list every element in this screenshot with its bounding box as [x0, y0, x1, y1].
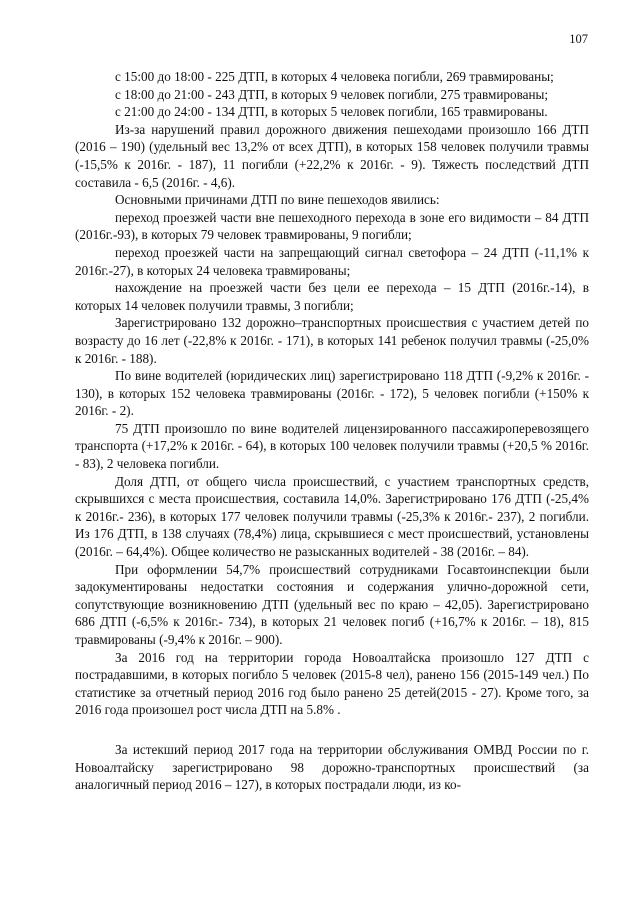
paragraph-legal-entity-drivers: По вине водителей (юридических лиц) зарегистрировано 118 ДТП (-9,2% к 2016г. - 130), в которых 152 человека травмированы (2016г. - 172), 5 человек погибли (+150% к 2016г. - 2). — [75, 368, 589, 419]
paragraph-hit-and-run: Доля ДТП, от общего числа происшествий, с участием транспортных средств, скрывшихся с места происшествия, составила 14,0%. Зарегистрировано 176 ДТП (-25,4% к 2016г.- 236), в которых 177 человек получили травмы (-25,3% к 2016г.- 237), 2 погибли. Из 176 ДТП, в 138 случаях (78,4%) лица, скрывшиеся с мест происшествий, установлены (2016г. – 64,4%). Общее количество не разысканных водителей - 38 (2016г. – 84). — [75, 473, 589, 560]
body-text — [75, 68, 589, 794]
paragraph-cause-red-signal: переход проезжей части на запрещающий сигнал светофора – 24 ДТП (-11,1% к 2016г.-27), в которых 24 человека травмированы; — [75, 244, 589, 278]
paragraph-gap — [75, 719, 589, 741]
page-number: 107 — [569, 32, 588, 46]
paragraph-main-causes-heading: Основными причинами ДТП по вине пешеходов явились: — [115, 192, 440, 208]
paragraph-pedestrian-violations: Из-за нарушений правил дорожного движения пешеходами произошло 166 ДТП (2016 – 190) (удельный вес 13,2% от всех ДТП), в которых 158 человек получили травмы (-15,5% к 2016г. - 187), 11 погибли (+22,2% к 2016г. - 9). Тяжесть последствий ДТП составила - 6,5 (2016г. - 4,6). — [75, 121, 589, 190]
paragraph-2017-period: За истекший период 2017 года на территории обслуживания ОМВД России по г. Новоалтайску зарегистрировано 98 дорожно-транспортных происшествий (за аналогичный период 2016 – 127), в которых пострадали люди, из ко- — [75, 741, 589, 793]
paragraph-time-18-21: с 18:00 до 21:00 - 243 ДТП, в которых 9 человек погибли, 275 травмированы; — [115, 86, 549, 102]
paragraph-time-15-18: с 15:00 до 18:00 - 225 ДТП, в которых 4 человека погибли, 269 травмированы; — [115, 69, 554, 84]
paragraph-road-defects: При оформлении 54,7% происшествий сотрудниками Госавтоинспекции были задокументированы недостатки состояния и содержания улично-дорожной сети, сопутствующие возникновению ДТП (удельный вес по краю – 42,05). Зарегистрировано 686 ДТП (-6,5% к 2016г.- 734), в которых 21 человек погиб (+16,7% к 2016г. – 18), 815 травмированы (-9,4% к 2016г. – 900). — [75, 561, 589, 647]
paragraph-time-21-24: с 21:00 до 24:00 - 134 ДТП, в которых 5 человек погибли, 165 травмированы. — [115, 104, 548, 120]
paragraph-novoaltaysk-2016: За 2016 год на территории города Новоалтайска произошло 127 ДТП с пострадавшими, в которых погибло 5 человек (2015-8 чел), ранено 156 (2015-149 чел.) По статистике за отчетный период 2016 год было ранено 25 детей(2015 - 27). Кроме того, за 2016 года произошел рост числа ДТП на 5.8% . — [75, 649, 589, 718]
paragraph-cause-on-roadway: нахождение на проезжей части без цели ее перехода – 15 ДТП (2016г.-14), в которых 14 человек получили травмы, 3 погибли; — [75, 280, 589, 313]
paragraph-children: Зарегистрировано 132 дорожно–транспортных происшествия с участием детей по возрасту до 16 лет (-22,8% к 2016г. - 171), в которых 141 ребенок получил травмы (-25,0% к 2016г. - 188). — [75, 315, 589, 366]
paragraph-licensed-transport: 75 ДТП произошло по вине водителей лицензированного пассажироперевозящего транспорта (+17,2% к 2016г. - 64), в которых 100 человек получили травмы (+20,5 % 2016г. - 83), 2 человека погибли. — [75, 420, 589, 472]
paragraph-cause-crossing-outside: переход проезжей части вне пешеходного перехода в зоне его видимости – 84 ДТП (2016г.-93), в которых 79 человек травмированы, 9 погибли; — [75, 209, 589, 243]
